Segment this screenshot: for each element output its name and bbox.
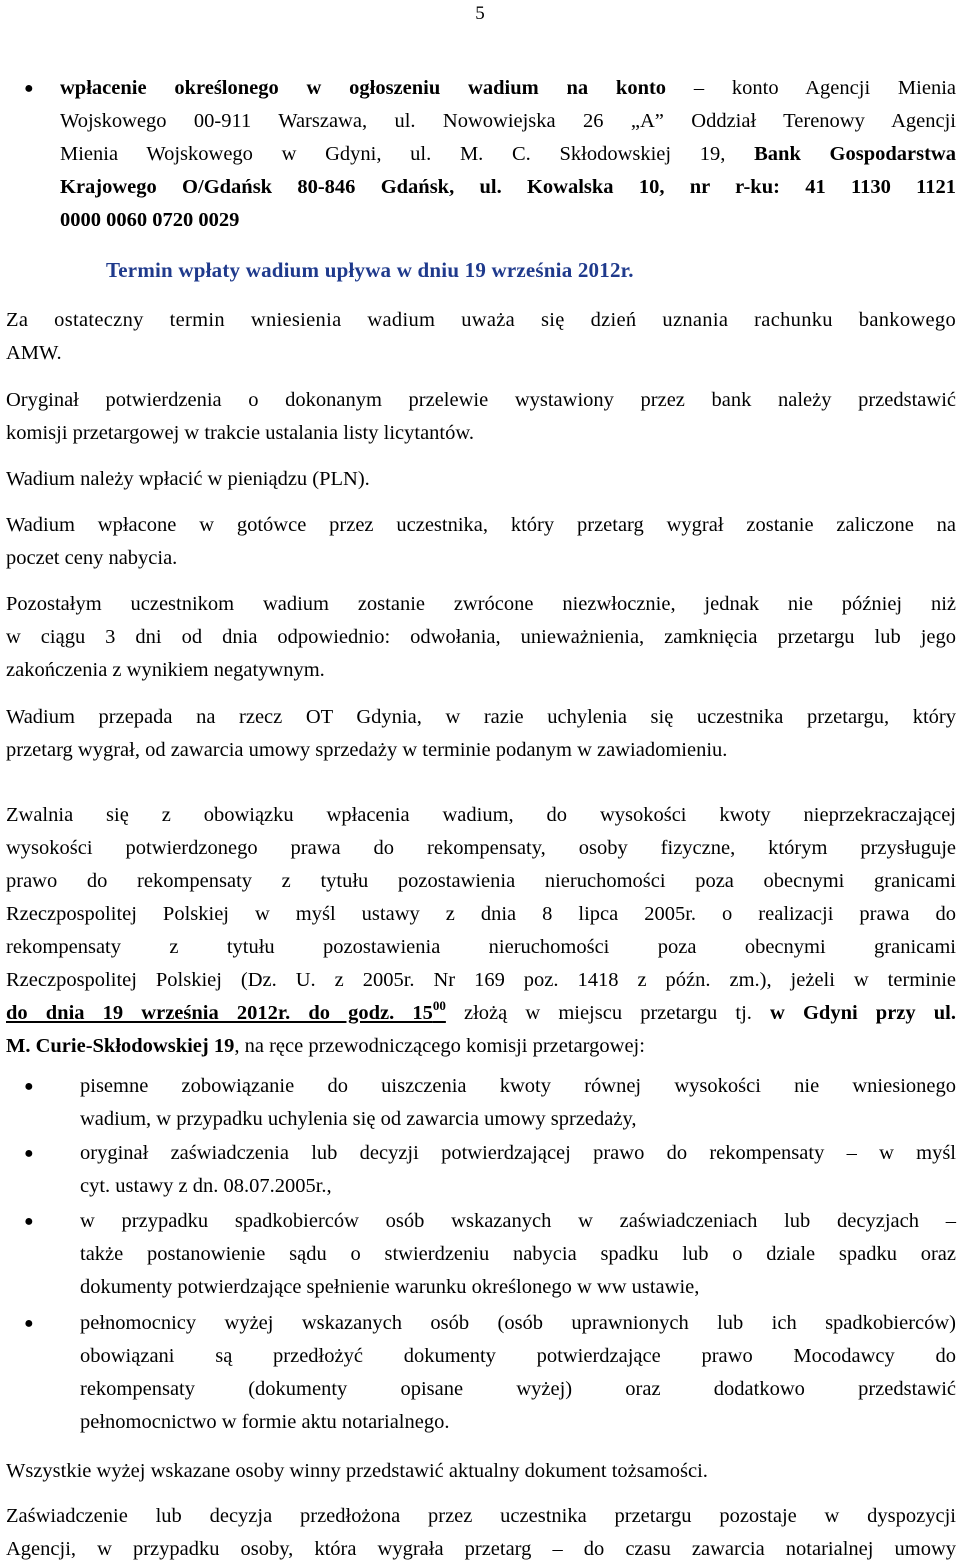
text-line: Wadium wpłacone w gotówce przez uczestnika, który przetarg wygrał zostanie zaliczone na [6, 514, 956, 536]
text-line: wysokości potwierdzonego prawa do rekompensaty, osoby fizyczne, którym przysługuje [6, 837, 956, 859]
deadline-heading: Termin wpłaty wadium upływa w dniu 19 września 2012r. [106, 258, 634, 282]
page-number: 5 [475, 3, 485, 24]
text-line: w przypadku spadkobierców osób wskazanych w zaświadczeniach lub decyzjach – [80, 1210, 956, 1232]
text-line: rekompensaty (dokumenty opisane wyżej) oraz dodatkowo przedstawić [80, 1378, 956, 1400]
list-item [80, 1070, 956, 1136]
text-line: Mienia Wojskowego w Gdyni, ul. M. C. Skłodowskiej 19, Bank Gospodarstwa [60, 143, 956, 165]
text-line: Rzeczpospolitej Polskiej (Dz. U. z 2005r. Nr 169 poz. 1418 z późn. zm.), jeżeli w terminie [6, 969, 956, 991]
paragraph-forfeit [6, 701, 956, 767]
text-line: pisemne zobowiązanie do uiszczenia kwoty równej wysokości nie wniesionego [80, 1075, 956, 1097]
text-line: pełnomocnictwo w formie aktu notarialnego. [80, 1411, 450, 1433]
paragraph-term [6, 304, 956, 370]
text-line: zakończenia z wynikiem negatywnym. [6, 659, 325, 681]
bullet-payment-account [60, 72, 956, 237]
list-item [80, 1205, 956, 1304]
paragraph-exemption [6, 799, 956, 1063]
text-line: pełnomocnicy wyżej wskazanych osób (osób uprawnionych lub ich spadkobierców) [80, 1312, 956, 1334]
text-line: obowiązani są przedłożyć dokumenty potwierdzające prawo Mocodawcy do [80, 1345, 956, 1367]
text-line: w ciągu 3 dni od dnia odpowiednio: odwołania, unieważnienia, zamknięcia przetargu lub jego [6, 626, 956, 648]
text-line: Oryginał potwierdzenia o dokonanym przelewie wystawiony przez bank należy przedstawić [6, 389, 956, 411]
paragraph-cash-deposit [6, 509, 956, 575]
text-line: Rzeczpospolitej Polskiej w myśl ustawy z dnia 8 lipca 2005r. o realizacji prawa do [6, 903, 956, 925]
paragraph-return [6, 588, 956, 687]
paragraph-currency: Wadium należy wpłacić w pieniądzu (PLN). [6, 468, 370, 490]
bullet-dot: ● [24, 1145, 34, 1162]
text-line: Krajowego O/Gdańsk 80-846 Gdańsk, ul. Kowalska 10, nr r-ku: 41 1130 1121 [60, 176, 956, 198]
text-line: Wadium przepada na rzecz OT Gdynia, w razie uchylenia się uczestnika przetargu, który [6, 706, 956, 728]
text-line: oryginał zaświadczenia lub decyzji potwierdzającej prawo do rekompensaty – w myśl [80, 1142, 956, 1164]
text-line: Wojskowego 00-911 Warszawa, ul. Nowowiejska 26 „A” Oddział Terenowy Agencji [60, 110, 956, 132]
paragraph-identity: Wszystkie wyżej wskazane osoby winny przedstawić aktualny dokument tożsamości. [6, 1460, 708, 1482]
text-line: Zwalnia się z obowiązku wpłacenia wadium, do wysokości kwoty nieprzekraczającej [6, 804, 956, 826]
bullet-dot: ● [24, 80, 34, 97]
text-line: Pozostałym uczestnikom wadium zostanie zwrócone niezwłocznie, jednak nie później niż [6, 593, 956, 615]
text-line: przetarg wygrał, od zawarcia umowy sprzedaży w terminie podanym w zawiadomieniu. [6, 739, 728, 761]
text-line: dokumenty potwierdzające spełnienie warunku określonego w ww ustawie, [80, 1276, 700, 1298]
text-line: Zaświadczenie lub decyzja przedłożona przez uczestnika przetargu pozostaje w dyspozycji [6, 1505, 956, 1527]
bullet-dot: ● [24, 1315, 34, 1332]
text-line: poczet ceny nabycia. [6, 547, 178, 569]
text-line: także postanowienie sądu o stwierdzeniu nabycia spadku lub o dziale spadku oraz [80, 1243, 956, 1265]
list-item [80, 1137, 956, 1203]
text-line: AMW. [6, 342, 62, 364]
text-line: wpłacenie określonego w ogłoszeniu wadium na konto – konto Agencji Mienia [60, 77, 956, 99]
text-line: prawo do rekompensaty z tytułu pozostawienia nieruchomości poza obecnymi granicami [6, 870, 956, 892]
text-line: Za ostateczny termin wniesienia wadium uważa się dzień uznania rachunku bankowego [6, 309, 956, 331]
text-line: do dnia 19 września 2012r. do godz. $15^{00}$ złożą w miejscu przetargu tj. w Gdyni przy ul. [6, 998, 956, 1024]
text-line: cyt. ustawy z dn. 08.07.2005r., [80, 1175, 332, 1197]
paragraph-confirmation [6, 384, 956, 450]
bullet-dot: ● [24, 1213, 34, 1230]
text-line: komisji przetargowej w trakcie ustalania listy licytantów. [6, 422, 474, 444]
bullet-dot: ● [24, 1078, 34, 1095]
paragraph-certificate [6, 1500, 956, 1566]
text-line: rekompensaty z tytułu pozostawienia nieruchomości poza obecnymi granicami [6, 936, 956, 958]
text-line: wadium, w przypadku uchylenia się od zawarcia umowy sprzedaży, [80, 1108, 637, 1130]
list-item [80, 1307, 956, 1439]
text-line: M. Curie-Skłodowskiej 19, na ręce przewodniczącego komisji przetargowej: [6, 1035, 645, 1057]
deadline-date: do dnia 19 września 2012r. do godz. $15^{00}$ [6, 998, 446, 1024]
text-line: Agencji, w przypadku osoby, która wygrała przetarg – do czasu zawarcia notarialnej umowy [6, 1538, 956, 1560]
text-line: 0000 0060 0720 0029 [60, 209, 240, 231]
